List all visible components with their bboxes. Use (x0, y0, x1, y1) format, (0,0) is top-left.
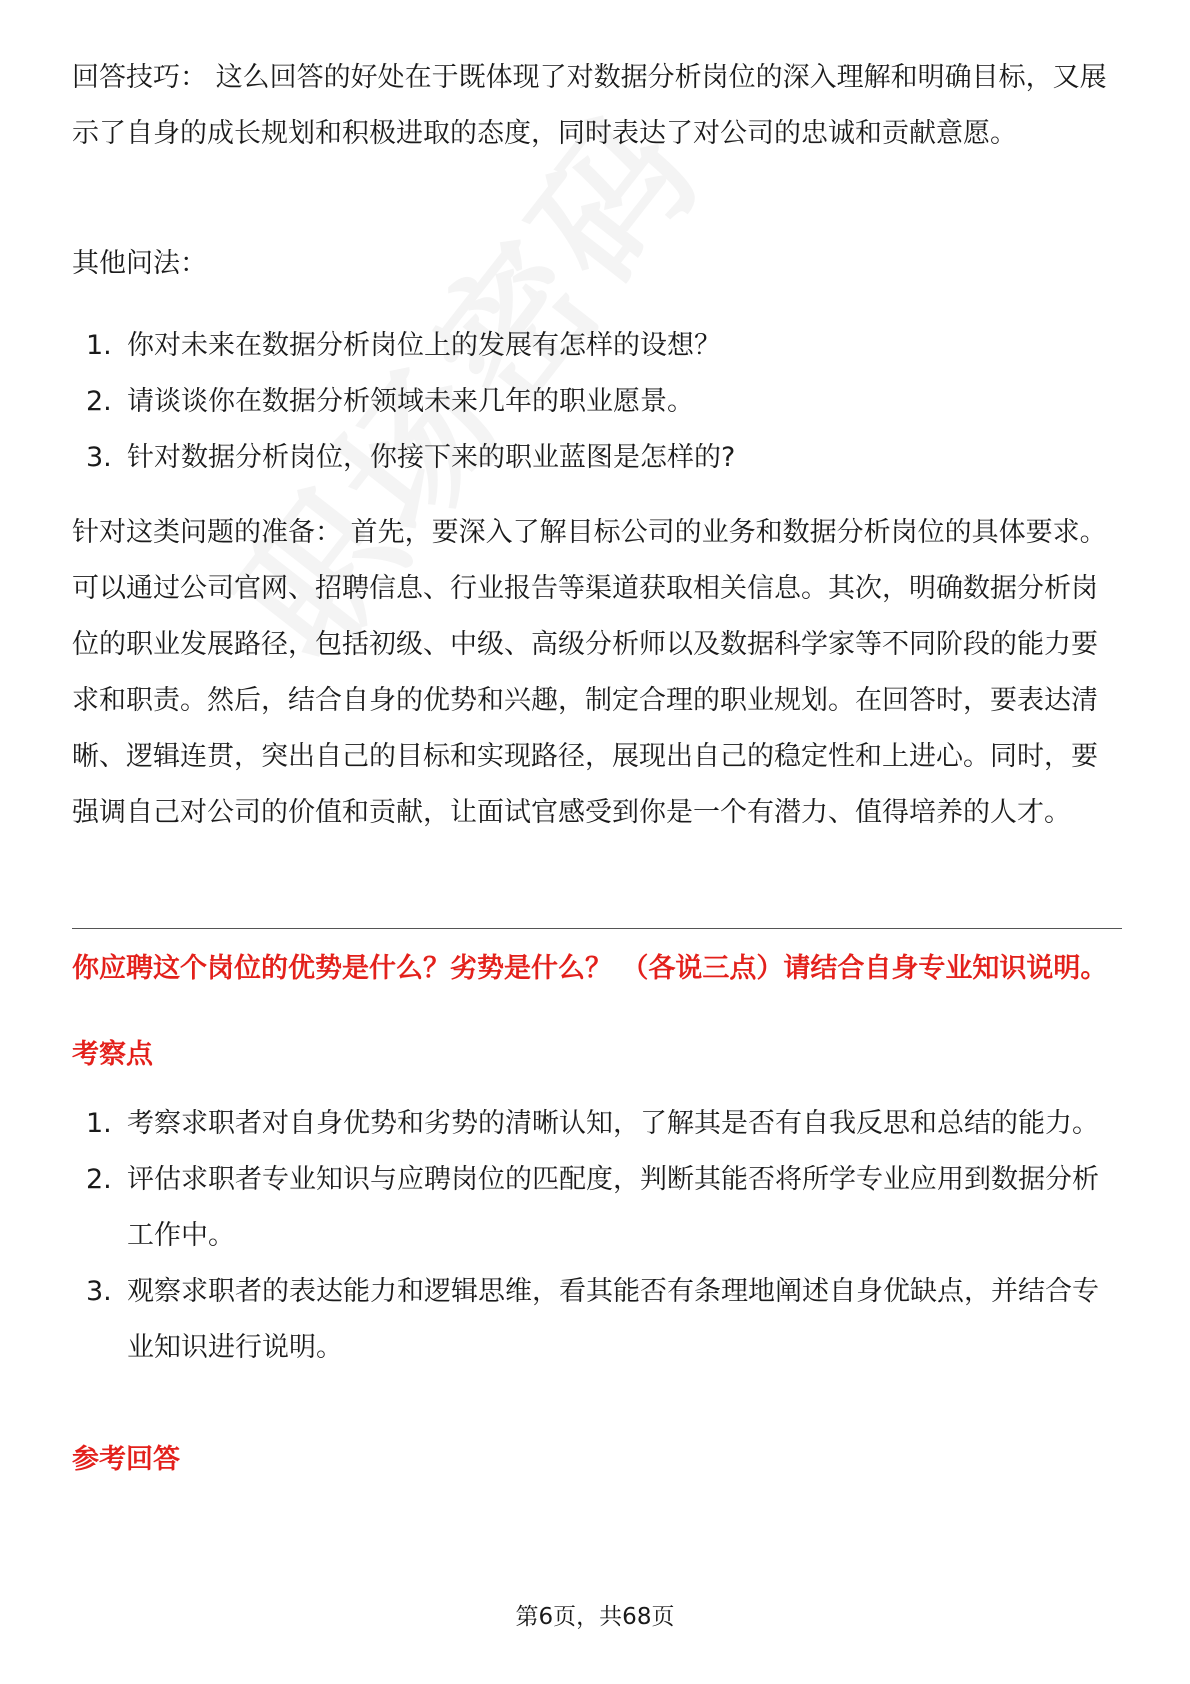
answer-heading: 参考回答 (72, 1444, 180, 1475)
preparation-text: 针对这类问题的准备： 首先，要深入了解目标公司的业务和数据分析岗位的具体要求。可以通过公司官网、招聘信息、行业报告等渠道获取相关信息。其次，明确数据分析岗位的职业发展路径，包括初级、中级、高级分析师以及数据科学家等不同阶段的能力要求和职责。然后，结合自身的优势和兴趣，制定合理的职业规划。在回答时，要表达清晰、逻辑连贯，突出自己的目标和实现路径，展现出自己的稳定性和上进心。同时，要强调自己对公司的价值和贡献，让面试官感受到你是一个有潜力、值得培养的人才。 (72, 517, 1107, 828)
list-item: 1. 考察求职者对自身优势和劣势的清晰认知，了解其是否有自我反思和总结的能力。 (86, 1108, 1099, 1139)
list-item: 1. 你对未来在数据分析岗位上的发展有怎样的设想？ (86, 330, 721, 361)
other-ask-label: 其他问法： (72, 248, 207, 279)
page-number: 第6页，共68页 (515, 1604, 675, 1630)
list-item: 2. 评估求职者专业知识与应聘岗位的匹配度，判断其能否将所学专业应用到数据分析工作中。 (86, 1164, 1099, 1251)
list-item: 3. 针对数据分析岗位，你接下来的职业蓝图是怎样的? (86, 442, 736, 473)
list-item: 2. 请谈谈你在数据分析领域未来几年的职业愿景。 (86, 386, 694, 417)
answer-tip-text: 回答技巧： 这么回答的好处在于既体现了对数据分析岗位的深入理解和明确目标，又展示了自身的成长规划和积极进取的态度，同时表达了对公司的忠诚和贡献意愿。 (72, 62, 1107, 149)
exam-list (72, 1096, 1122, 1376)
list-item: 3. 观察求职者的表达能力和逻辑思维，看其能否有条理地阐述自身优缺点，并结合专业知识进行说明。 (86, 1276, 1099, 1363)
question-title: 你应聘这个岗位的优势是什么？劣势是什么？ （各说三点）请结合自身专业知识说明。 (72, 953, 1108, 984)
preparation (72, 505, 1122, 841)
exam-heading: 考察点 (72, 1039, 153, 1070)
other-ask-list (72, 318, 1122, 486)
answer-tip (72, 50, 1122, 162)
divider (72, 928, 1122, 929)
question (72, 950, 1122, 988)
